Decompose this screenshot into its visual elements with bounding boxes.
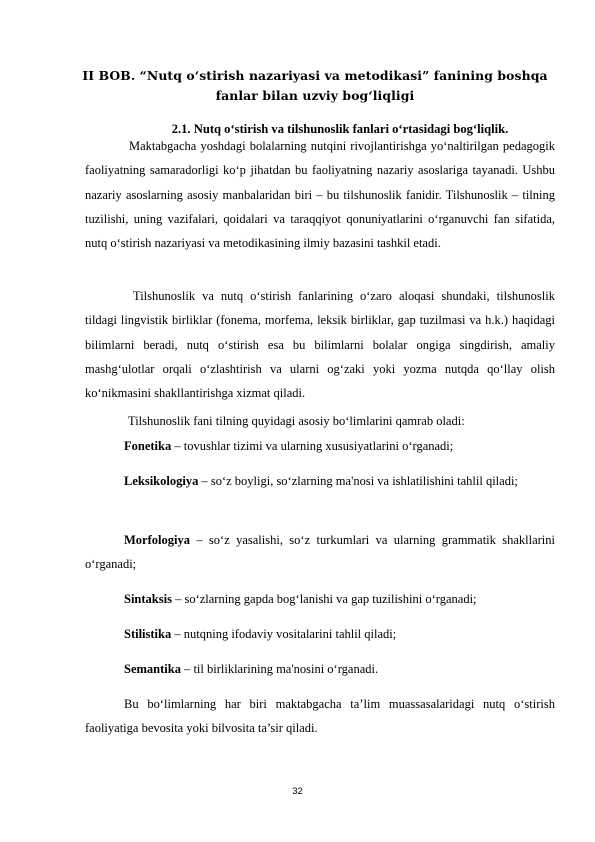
- definition-text: – til birliklarining ma'nosini o‘rganadi.: [180, 662, 379, 676]
- chapter-title: II BOB. “Nutq o‘stirish nazariyasi va metodikasi” fanining boshqa fanlar bilan uzviy bog‘liqligi: [82, 68, 548, 103]
- body-paragraph-2: Tilshunoslik va nutq o‘stirish fanlarining o‘zaro aloqasi shundaki, tilshunoslik tildagi lingvistik birliklar (fonema, morfema, leksik birliklar, gap tuzilmasi va h.k.) haqidagi bilimlarni beradi, nutq o‘stirish esa bu bilimlarni bolalar ongiga singdirish, amaliy mashg‘ulotlar orqali o‘zlashtirish va ularni og‘zaki yoki yozma nutqda qo‘llay olish ko‘nikmasini shakllantirishga xizmat qiladi.: [85, 289, 555, 401]
- section-title: 2.1. Nutq o‘stirish va tilshunoslik fanlari o‘rtasidagi bog‘liqlik.: [171, 122, 509, 136]
- closing-paragraph: Bu bo‘limlarning har biri maktabgacha ta’lim muassasalaridagi nutq o‘stirish faoliyatiga bevosita yoki bilvosita ta’sir qiladi.: [85, 697, 555, 736]
- definition-text: – nutqning ifodaviy vositalarini tahlil qiladi;: [171, 627, 397, 641]
- definition-term: Fonetika: [124, 439, 172, 453]
- intro-line: Tilshunoslik fani tilning quyidagi asosiy bo‘limlarini qamrab oladi:: [128, 414, 465, 428]
- definition-text: – tovushlar tizimi va ularning xususiyatlarini o‘rganadi;: [171, 439, 454, 453]
- body-paragraph-1: Maktabgacha yoshdagi bolalarning nutqini rivojlantirishga yo‘naltirilgan pedagogik faoliyatning samaradorligi ko‘p jihatdan bu faoliyatning nazariy asoslariga tayanadi. Ushbu nazariy asoslarning asosiy manbalaridan biri – bu tilshunoslik fanidir. Tilshunoslik – tilning tuzilishi, uning vazifalari, qoidalari va taraqqiyot qonuniyatlarini o‘rganuvchi fan sifatida, nutq o‘stirish nazariyasi va metodikasining ilmiy bazasini tashkil etadi.: [85, 139, 555, 251]
- definition-term: Leksikologiya: [124, 474, 199, 488]
- definition-term: Stilistika: [124, 627, 172, 641]
- definition-term: Semantika: [124, 662, 181, 676]
- definition-text: – so‘z boyligi, so‘zlarning ma'nosi va ishlatilishini tahlil qiladi;: [198, 474, 518, 488]
- definition-term: Sintaksis: [124, 592, 172, 606]
- definition-sintaksis: [85, 587, 555, 611]
- definition-text: – so‘z yasalishi, so‘z turkumlari va ularning grammatik shakllarini o‘rganadi;: [85, 533, 555, 572]
- definition-text: – so‘zlarning gapda bog‘lanishi va gap tuzilishini o‘rganadi;: [171, 592, 477, 606]
- definition-leksikologiya: [85, 469, 555, 493]
- page-number: 32: [292, 786, 303, 797]
- definition-stilistika: [85, 622, 555, 646]
- definition-morfologiya: [85, 528, 555, 577]
- definition-fonetika: [80, 434, 555, 458]
- definition-term: Morfologiya: [124, 533, 190, 547]
- definition-semantika: [85, 657, 555, 681]
